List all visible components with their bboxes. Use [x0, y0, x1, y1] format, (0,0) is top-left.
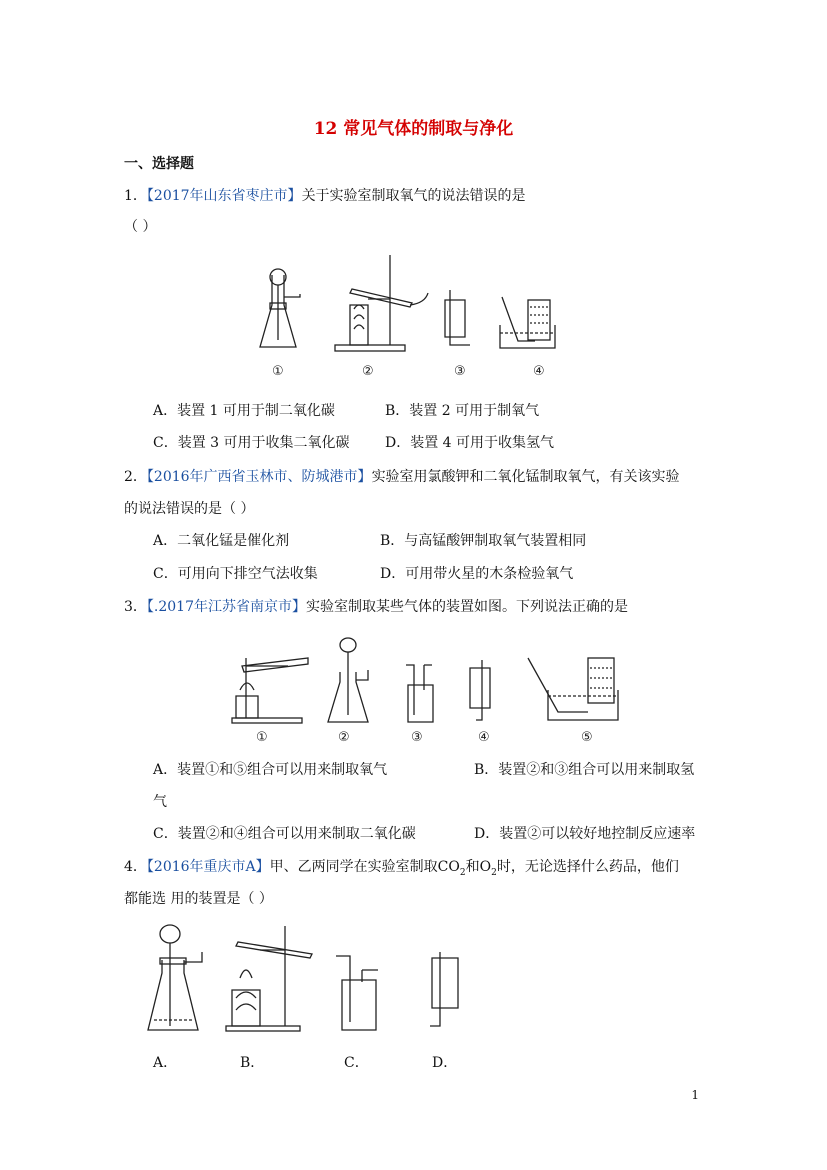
svg-text:①: ①	[256, 730, 268, 745]
svg-text:⑤: ⑤	[581, 730, 593, 745]
option-b: B．装置②和③组合可以用来制取氢	[474, 762, 695, 778]
gas-collection-bottle	[445, 290, 470, 345]
figure-label-c: C．	[344, 1055, 369, 1071]
svg-text:①: ①	[272, 364, 284, 379]
option-c: C．装置 3 可用于收集二氧化碳	[153, 435, 350, 451]
gas-collection-bottle	[470, 660, 490, 720]
option-d: D．装置②可以较好地控制反应速率	[474, 826, 696, 842]
option-d: D．可用带火星的木条检验氧气	[380, 566, 574, 582]
question-3	[124, 596, 628, 616]
formula-o2: O	[479, 859, 492, 875]
option-a: A．装置①和⑤组合可以用来制取氧气	[153, 762, 388, 778]
figure-label-a: A．	[153, 1055, 178, 1071]
q1-apparatus-figure	[250, 245, 570, 380]
question-number: 3．	[124, 599, 147, 615]
question-number: 2．	[124, 469, 147, 485]
heating-apparatus	[232, 658, 308, 723]
figure-label-b: B．	[240, 1055, 265, 1071]
question-text: 实验室制取某些气体的装置如图。下列说法正确的是	[306, 599, 629, 615]
option-b-cont: 气	[153, 794, 167, 810]
question-text-b: 时，无论选择什么药品，他们	[496, 859, 679, 875]
conical-flask-apparatus	[148, 925, 202, 1030]
question-4	[124, 856, 679, 878]
option-b: B．装置 2 可用于制氧气	[385, 403, 540, 419]
water-trough-apparatus	[500, 297, 555, 348]
conical-flask-apparatus	[260, 269, 300, 347]
svg-text:④: ④	[478, 730, 490, 745]
option-b: B．与高锰酸钾制取氧气装置相同	[380, 533, 587, 549]
conjunction: 和	[465, 859, 480, 875]
option-d: D．装置 4 可用于收集氢气	[385, 435, 555, 451]
svg-text:④: ④	[533, 364, 545, 379]
question-text: 关于实验室制取氧气的说法错误的是	[301, 188, 526, 204]
question-text-cont: 的说法错误的是（ ）	[124, 501, 255, 517]
question-number: 1．	[124, 188, 147, 204]
question-source: 【2017年山东省枣庄市】	[146, 188, 302, 204]
svg-text:②: ②	[362, 364, 374, 379]
water-trough-apparatus	[528, 658, 618, 720]
question-1	[124, 185, 526, 205]
formula-co2-sub: 2	[459, 867, 466, 878]
section-heading: 一、选择题	[124, 156, 194, 172]
question-source: 【2016年广西省玉林市、防城港市】	[146, 469, 372, 485]
gas-collection-bottle	[430, 952, 458, 1026]
question-text: 甲、乙两同学在实验室制取	[269, 859, 438, 875]
page-number: 1	[691, 1088, 699, 1102]
wash-bottle	[406, 665, 433, 722]
answer-blank: （ ）	[124, 219, 157, 235]
formula-co2: CO	[437, 859, 460, 875]
question-number: 4．	[124, 859, 147, 875]
option-a: A．装置 1 可用于制二氧化碳	[153, 403, 335, 419]
svg-text:②: ②	[338, 730, 350, 745]
question-text-cont: 都能选 用的装置是（ ）	[124, 891, 273, 907]
svg-text:③: ③	[411, 730, 423, 745]
heating-apparatus	[226, 926, 312, 1031]
option-c: C．可用向下排空气法收集	[153, 566, 318, 582]
question-2	[124, 466, 680, 486]
option-a: A．二氧化锰是催化剂	[153, 533, 290, 549]
question-source: 【.2017年江苏省南京市】	[146, 599, 307, 615]
question-source: 【2016年重庆市A】	[146, 859, 270, 875]
svg-text:③: ③	[454, 364, 466, 379]
q4-apparatus-figure	[140, 918, 480, 1038]
question-text: 实验室用氯酸钾和二氧化锰制取氧气，有关该实验	[371, 469, 680, 485]
heating-apparatus	[335, 255, 428, 351]
q3-apparatus-figure	[228, 630, 628, 745]
option-c: C．装置②和④组合可以用来制取二氧化碳	[153, 826, 416, 842]
page-title: 12 常见气体的制取与净化	[313, 119, 514, 139]
figure-label-d: D．	[432, 1055, 458, 1071]
wash-bottle	[336, 956, 378, 1030]
conical-flask-apparatus	[328, 638, 368, 722]
formula-o2-sub: 2	[491, 867, 497, 878]
